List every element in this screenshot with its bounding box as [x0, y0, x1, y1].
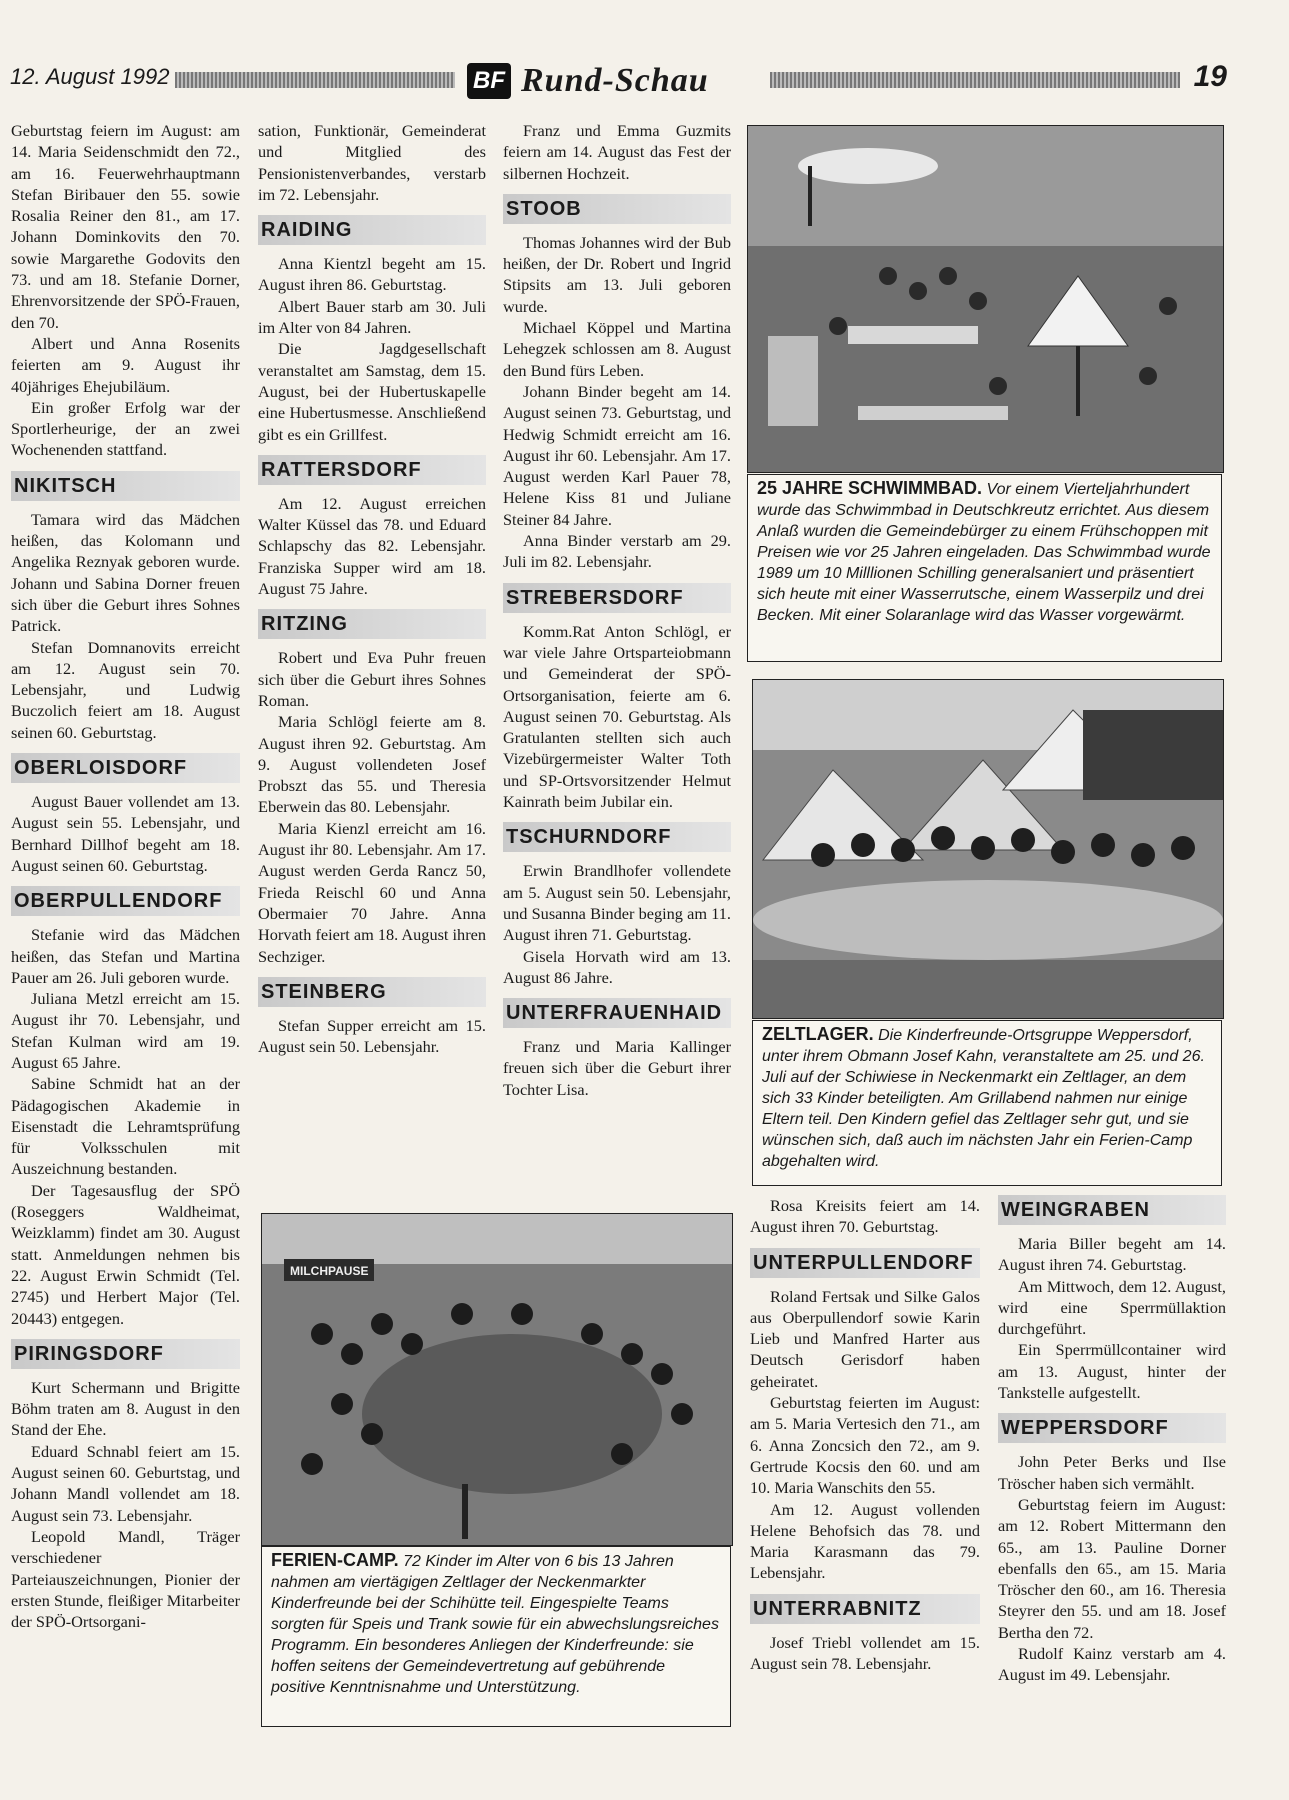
article-text: Johann Binder begeht am 14. August seinen 73. Geburtstag, und Hedwig Schmidt erreicht am 16. August ihr 60. Lebensjahr. Am 17. August werden Karl Pauer 78, Helene Kiss 81 und Juliane Steiner 84 Jahre.: [503, 381, 731, 529]
article-text: Maria Kienzl erreicht am 16. August ihr 80. Lebensjahr. Am 17. August werden Gerda Rancz 50, Frieda Reischl 60 und Anna Obermaier 70 Jahre. Anna Horvath feiert am 18. August ihren Sechziger.: [258, 818, 486, 966]
column-4: [750, 1195, 980, 1674]
article-text: Stefan Domnanovits erreicht am 12. August sein 70. Lebensjahr, und Ludwig Buczolich feiert am 18. August seinen 60. Geburtstag.: [11, 637, 240, 742]
article-text: Albert und Anna Rosenits feierten am 9. August ihr 40jähriges Ehejubiläum.: [11, 333, 240, 396]
section-heading: STREBERSDORF: [503, 583, 731, 613]
article-text: Stefanie wird das Mädchen heißen, das Stefan und Martina Pauer am 26. Juli geboren wurde.: [11, 925, 240, 987]
section-heading: RITZING: [258, 609, 486, 639]
masthead-logo: [467, 62, 709, 100]
logo-badge: BF: [467, 63, 511, 99]
article-text: Maria Biller begeht am 14. August ihren 74. Geburtstag.: [998, 1234, 1226, 1275]
caption-headline: FERIEN-CAMP.: [271, 1550, 399, 1570]
header-rule-left: [175, 72, 455, 88]
section-heading: WEINGRABEN: [998, 1195, 1226, 1225]
article-text: Tamara wird das Mädchen heißen, das Kolomann und Angelika Reznyak geboren wurde. Johann und Sabina Dorner freuen sich über die Geburt ihres Sohnes Patrick.: [11, 509, 240, 636]
caption-text: Vor einem Vierteljahrhundert wurde das Schwimmbad in Deutschkreutz errichtet. Aus diesem Anlaß wurden die Gemeindebürger zu einem Frühschoppen mit Preisen wie vor 25 Jahren eingeladen. Das Schwimmbad wurde 1989 um 10 Milllionen Schilling generalsaniert und präsentiert sich heute mit einer Wasserrutsche, einem Wasserpilz und drei Becken. Mit einer Solaranlage wird das Wasser vorgewärmt.: [757, 481, 1211, 624]
article-text: Erwin Brandlhofer vollendete am 5. August sein 50. Lebensjahr, und Susanna Binder beging am 11. August ihren 71. Geburtstag.: [503, 861, 731, 945]
section-heading: STOOB: [503, 194, 731, 224]
page-header: [0, 62, 1289, 104]
article-text: Rosa Kreisits feiert am 14. August ihren 70. Geburtstag.: [750, 1196, 980, 1237]
article-text: Rudolf Kainz verstarb am 4. August im 49. Lebensjahr.: [998, 1644, 1226, 1685]
section-heading: NIKITSCH: [11, 471, 240, 501]
column-5: [998, 1195, 1226, 1686]
header-rule-right: [770, 72, 1180, 88]
article-text: Franz und Maria Kallinger freuen sich über die Geburt ihrer Tochter Lisa.: [503, 1037, 731, 1099]
article-text: Gisela Horvath wird am 13. August 86 Jahre.: [503, 946, 731, 987]
pool-photo: [747, 125, 1224, 473]
article-text: Der Tagesausflug der SPÖ (Roseggers Waldheimat, Weizklamm) findet am 30. August statt. Anmeldungen nehmen bis 22. August Erwin Schmidt (Tel. 2745) und Herbert Major (Tel. 20443) entgegen.: [11, 1180, 240, 1328]
article-text: Josef Triebl vollendet am 15. August sein 78. Lebensjahr.: [750, 1632, 980, 1674]
article-text: Maria Schlögl feierte am 8. August ihren 92. Geburtstag. Am 9. August vollendeten Josef Probszt das 55. und Theresia Eberwein das 80. Lebensjahr.: [258, 712, 486, 817]
logo-title: Rund-Schau: [521, 62, 709, 99]
article-text: Leopold Mandl, Träger verschiedener Parteiauszeichnungen, Pionier der ersten Stunde, fleißiger Mitarbeiter der SPÖ-Ortsorgani-: [11, 1526, 240, 1632]
article-text: Roland Fertsak und Silke Galos aus Oberpullendorf sowie Karin Lieb und Manfred Harter aus Deutsch Gerisdorf haben geheiratet.: [750, 1286, 980, 1391]
caption-text: 72 Kinder im Alter von 6 bis 13 Jahren nahmen am viertägigen Zeltlager der Neckenmarkter Kinderfreunde bei der Schihütte teil. Eingespielte Teams sorgten für Speis und Trank sowie für ein abwechslungsreiches Programm. Ein besonderes Anliegen der Kinderfreunde: sie hoffen seitens der Gemeindevertretung auf gebührende positive Kenntnisnahme und Unterstützung.: [271, 1553, 719, 1696]
column-3: [503, 120, 731, 1100]
article-text: August Bauer vollendet am 13. August sein 55. Lebensjahr, und Bernhard Dillhof begeht am 18. August seinen 60. Geburtstag.: [11, 792, 240, 875]
article-text: Eduard Schnabl feiert am 15. August seinen 60. Geburtstag, und Johann Mandl vollendet am 18. August sein 73. Lebensjahr.: [11, 1441, 240, 1525]
section-heading: UNTERPULLENDORF: [750, 1248, 980, 1278]
caption-headline: 25 JAHRE SCHWIMMBAD.: [757, 478, 983, 498]
pool-caption: [747, 474, 1222, 662]
article-text: John Peter Berks und Ilse Tröscher haben sich vermählt.: [998, 1452, 1226, 1493]
article-text: Die Jagdgesellschaft veranstaltet am Samstag, dem 15. August, bei der Hubertuskapelle eine Hubertusmesse. Anschließend gibt es ein Grillfest.: [258, 339, 486, 444]
section-heading: TSCHURNDORF: [503, 822, 731, 852]
article-text: Kurt Schermann und Brigitte Böhm traten am 8. August in den Stand der Ehe.: [11, 1377, 240, 1440]
article-text: Ein Sperrmüllcontainer wird am 13. August, hinter der Tankstelle aufgestellt.: [998, 1340, 1226, 1403]
caption-text: Die Kinderfreunde-Ortsgruppe Weppersdorf, unter ihrem Obmann Josef Kahn, veranstaltete am 25. und 26. Juli auf der Schiwiese in Neckenmarkt ein Zeltlager, an dem sich 33 Kinder beteiligten. Am Grillabend nahmen nur einige Eltern teil. Den Kindern gefiel das Zeltlager sehr gut, und sie wünschen sich, daß auch im nächsten Jahr ein Ferien-Camp abgehalten wird.: [762, 1027, 1205, 1170]
article-text: Juliana Metzl erreicht am 15. August ihr 70. Lebensjahr, und Stefan Kulman wird am 19. August 65 Jahre.: [11, 989, 240, 1072]
article-text: Geburtstag feiern im August: am 14. Maria Seidenschmidt den 72., am 16. Feuerwehrhauptmann Stefan Biribauer den 55. sowie Rosalia Reiner den 81., am 17. Johann Dominkovits den 70. sowie Margarethe Godovits den 73. und am 18. Stefanie Dorner, Ehrenvorsitzende der SPÖ-Frauen, den 70.: [11, 121, 240, 332]
column-2: [258, 120, 486, 1057]
section-heading: PIRINGSDORF: [11, 1339, 240, 1369]
section-heading: STEINBERG: [258, 977, 486, 1007]
issue-date: 12. August 1992: [10, 64, 170, 89]
section-heading: UNTERRABNITZ: [750, 1594, 980, 1624]
article-text: Michael Köppel und Martina Lehegzek schlossen am 8. August den Bund fürs Leben.: [503, 318, 731, 380]
article-text: sation, Funktionär, Gemeinderat und Mitglied des Pensionistenverbandes, verstarb im 72. Lebensjahr.: [258, 121, 486, 204]
section-heading: OBERPULLENDORF: [11, 886, 240, 916]
article-text: Anna Binder verstarb am 29. Juli im 82. Lebensjahr.: [503, 531, 731, 572]
camp-caption: [752, 1020, 1222, 1186]
section-heading: WEPPERSDORF: [998, 1413, 1226, 1443]
article-text: Geburtstag feiern im August: am 12. Robert Mittermann den 65., am 13. Pauline Dorner ebenfalls den 65., am 15. Maria Tröscher den 60., am 16. Theresia Steyrer den 55. und am 18. Josef Bertha den 72.: [998, 1494, 1226, 1642]
ferien-camp-photo: [261, 1213, 733, 1546]
article-text: Geburtstag feierten im August: am 5. Maria Vertesich den 71., am 6. Anna Zoncsich den 72., am 9. Gertrude Kocsis den 60. und am 10. Maria Wanschits den 55.: [750, 1393, 980, 1498]
section-heading: RATTERSDORF: [258, 455, 486, 485]
section-heading: UNTERFRAUENHAID: [503, 998, 731, 1028]
page-number: 19: [1193, 60, 1227, 93]
article-text: Komm.Rat Anton Schlögl, er war viele Jahre Ortsparteiobmann und Gemeinderat der SPÖ-Ortsorganisation, feierte am 6. August seinen 70. Geburtstag. Als Gratulanten stellten sich auch Vizebürgermeister Walter Toth und SP-Ortsvorsitzender Helmut Kainrath beim Jubilar ein.: [503, 621, 731, 812]
article-text: Thomas Johannes wird der Bub heißen, der Dr. Robert und Ingrid Stipsits am 13. Juli geboren wurde.: [503, 232, 731, 316]
article-text: Am 12. August erreichen Walter Küssel das 78. und Eduard Schlapschy das 82. Lebensjahr. Franziska Supper wird am 18. August 75 Jahre.: [258, 493, 486, 599]
caption-headline: ZELTLAGER.: [762, 1024, 874, 1044]
article-text: Sabine Schmidt hat an der Pädagogischen Akademie in Eisenstadt die Lehramtsprüfung für Volksschulen mit Auszeichnung bestanden.: [11, 1074, 240, 1179]
section-heading: RAIDING: [258, 215, 486, 245]
camp-photo: [752, 679, 1224, 1019]
article-text: Albert Bauer starb am 30. Juli im Alter von 84 Jahren.: [258, 296, 486, 338]
article-text: Anna Kientzl begeht am 15. August ihren 86. Geburtstag.: [258, 254, 486, 295]
article-text: Am Mittwoch, dem 12. August, wird eine Sperrmüllaktion durchgeführt.: [998, 1276, 1226, 1339]
section-heading: OBERLOISDORF: [11, 753, 240, 783]
ferien-camp-caption: [261, 1546, 731, 1727]
article-text: Franz und Emma Guzmits feiern am 14. August das Fest der silbernen Hochzeit.: [503, 121, 731, 183]
column-1: [11, 120, 240, 1632]
milchpause-banner: MILCHPAUSE: [290, 1264, 369, 1278]
article-text: Stefan Supper erreicht am 15. August sein 50. Lebensjahr.: [258, 1015, 486, 1057]
article-text: Am 12. August vollenden Helene Behofsich das 78. und Maria Karasmann das 79. Lebensjahr.: [750, 1499, 980, 1583]
article-text: Ein großer Erfolg war der Sportlerheurige, der an zwei Wochenenden stattfand.: [11, 397, 240, 460]
article-text: Robert und Eva Puhr freuen sich über die Geburt ihres Sohnes Roman.: [258, 648, 486, 710]
